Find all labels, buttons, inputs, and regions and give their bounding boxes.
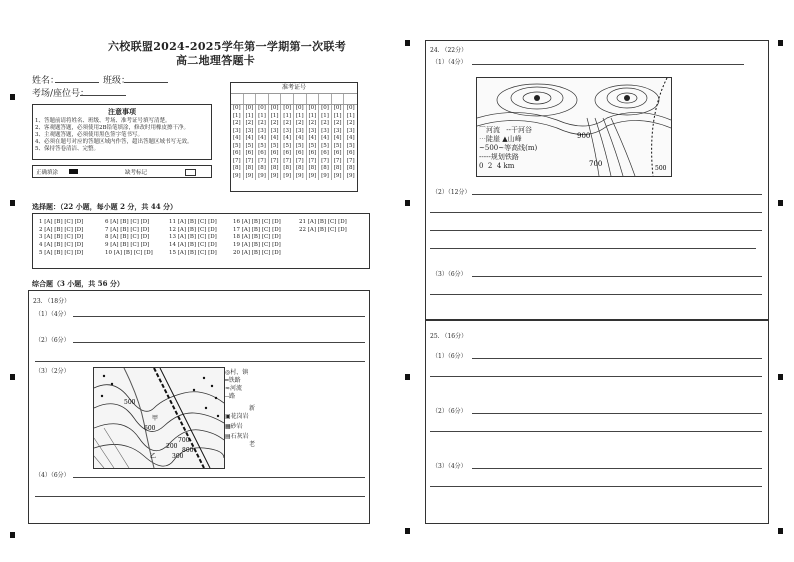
choice-question-row[interactable]: 14 [A] [B] [C] [D] — [169, 242, 217, 249]
q24-part2-answer-line[interactable] — [430, 248, 756, 249]
answer-sheet-title: 高二地理答题卡 — [176, 54, 256, 67]
q24-part3-label: （3）（6分） — [432, 271, 467, 278]
q23-part1-answer-line[interactable] — [73, 316, 365, 317]
exam-digit-bubble[interactable]: [6] — [294, 150, 307, 158]
exam-digit-bubble[interactable]: [2] — [319, 120, 332, 128]
q23-part4-label: （4）（6分） — [35, 472, 70, 479]
legend-railway: ━铁路 — [225, 377, 241, 384]
choice-question-row[interactable]: 7 [A] [B] [C] [D] — [105, 226, 150, 233]
exam-digit-bubble[interactable]: [5] — [281, 143, 294, 151]
exam-room-label: 考场/座位号： — [32, 89, 90, 99]
class-field[interactable] — [124, 82, 168, 83]
exam-digit-bubble[interactable]: [7] — [319, 158, 332, 166]
registration-mark — [405, 374, 410, 380]
exam-digit-bubble[interactable]: [1] — [281, 113, 294, 121]
exam-digit-bubble[interactable]: [5] — [319, 143, 332, 151]
q25-part2-label: （2）（6分） — [432, 408, 467, 415]
notice-item: 2、客观题答题，必须使用2B铅笔填涂，修改时用橡皮擦干净。 — [35, 125, 190, 131]
exam-digit-bubble[interactable]: [3] — [346, 127, 355, 134]
exam-digit-bubble[interactable]: [7] — [269, 158, 282, 166]
absent-bubble-icon[interactable] — [185, 169, 196, 176]
contour-label-600: 600 — [144, 425, 156, 432]
exam-digit-bubble[interactable]: [3] — [307, 128, 320, 136]
exam-digit-bubble[interactable]: [2] — [332, 120, 345, 128]
exam-number-bubbles[interactable] — [231, 105, 357, 180]
point-yi: 乙 — [150, 453, 157, 460]
notice-item: 5、保持答卷清洁、完整。 — [35, 146, 100, 152]
q24-legend — [479, 126, 537, 171]
q24-part2-label: （2）（12分） — [432, 189, 471, 196]
choice-box — [32, 213, 370, 269]
contour-label-300: 300 — [172, 453, 184, 460]
legend-limestone: ▤石灰岩 — [225, 433, 249, 440]
exam-digit-bubble[interactable]: [0] — [244, 105, 257, 113]
contour-label-500: 500 — [655, 165, 667, 172]
choice-question-row[interactable]: 17 [A] [B] [C] [D] — [233, 226, 281, 233]
exam-digit-bubble[interactable]: [4] — [256, 135, 269, 143]
exam-digit-bubble[interactable]: [4] — [294, 135, 307, 143]
exam-digit-bubble[interactable]: [7] — [256, 158, 269, 166]
q23-geologic-map — [93, 367, 225, 469]
point-jia: 甲 — [152, 415, 159, 422]
exam-digit-bubble[interactable]: [8] — [231, 165, 244, 173]
registration-mark — [405, 528, 410, 534]
contour-label-200: 200 — [166, 443, 178, 450]
exam-digit-bubble[interactable]: [7] — [231, 158, 244, 166]
legend-planned-railway: -----规划铁路 — [479, 153, 519, 161]
exam-digit-bubble[interactable]: [0] — [281, 105, 294, 113]
exam-digit-bubble[interactable]: [4] — [332, 135, 345, 143]
exam-digit-bubble[interactable]: [8] — [294, 165, 307, 173]
exam-digit-bubble[interactable]: [2] — [294, 120, 307, 128]
q24-part2-answer-line[interactable] — [430, 230, 762, 231]
q24-part1-answer-line[interactable] — [472, 64, 744, 65]
exam-digit-bubble[interactable]: [9] — [281, 173, 294, 181]
name-label: 姓名： — [32, 76, 60, 86]
exam-digit-bubble[interactable]: [2] — [307, 120, 320, 128]
exam-digit-bubble[interactable]: [5] — [332, 143, 345, 151]
exam-digit-bubble[interactable]: [9] — [269, 173, 282, 181]
exam-digit-bubble[interactable]: [5] — [244, 143, 257, 151]
q23-part3-label: （3）（2分） — [35, 368, 70, 375]
exam-digit-bubble[interactable]: [0] — [346, 105, 355, 111]
legend-new: 新 — [249, 405, 256, 412]
exam-digit-bubble[interactable]: [6] — [307, 150, 320, 158]
notice-title: 注意事项 — [108, 107, 136, 116]
contour-label-800: 800 — [182, 447, 194, 454]
exam-digit-bubble[interactable]: [2] — [346, 120, 355, 126]
exam-digit-bubble[interactable]: [5] — [307, 143, 320, 151]
exam-digit-bubble[interactable]: [6] — [319, 150, 332, 158]
exam-digit-bubble[interactable]: [3] — [332, 128, 345, 136]
exam-digit-bubble[interactable]: [1] — [319, 113, 332, 121]
exam-title: 六校联盟2024-2025学年第一学期第一次联考 — [108, 40, 346, 53]
exam-digit-bubble[interactable]: [4] — [244, 135, 257, 143]
choice-question-row[interactable]: 11 [A] [B] [C] [D] — [169, 219, 217, 225]
exam-digit-bubble[interactable]: [6] — [269, 150, 282, 158]
q25-part1-answer-line[interactable] — [472, 358, 762, 359]
exam-number-box — [230, 82, 358, 192]
exam-digit-bubble[interactable]: [8] — [332, 165, 345, 173]
legend-road: --路 — [225, 393, 236, 400]
legend-cliff: ⋯陡崖 ▲山峰 — [479, 135, 522, 143]
exam-number-label: 准考证号 — [231, 83, 357, 94]
exam-digit-bubble[interactable]: [5] — [269, 143, 282, 151]
choice-question-row[interactable]: 10 [A] [B] [C] [D] — [105, 249, 153, 256]
exam-digit-bubble[interactable]: [3] — [269, 128, 282, 136]
legend-old: 老 — [249, 441, 256, 448]
choice-column[interactable] — [169, 219, 217, 258]
exam-digit-bubble[interactable]: [7] — [244, 158, 257, 166]
exam-digit-bubble[interactable]: [0] — [269, 105, 282, 113]
exam-digit-bubble[interactable]: [8] — [269, 165, 282, 173]
exam-digit-bubble[interactable]: [6] — [332, 150, 345, 158]
q24-part2-answer-line[interactable] — [430, 212, 762, 213]
registration-mark — [778, 200, 783, 206]
exam-digit-bubble[interactable]: [6] — [244, 150, 257, 158]
registration-mark — [10, 374, 15, 380]
registration-mark — [10, 94, 15, 100]
exam-digit-bubble[interactable]: [0] — [307, 105, 320, 113]
choice-question-row[interactable]: 6 [A] [B] [C] [D] — [105, 219, 150, 225]
q25-part3-answer-line[interactable] — [472, 468, 762, 469]
exam-digit-bubble[interactable]: [9] — [346, 172, 355, 179]
exam-digit-bubble[interactable]: [3] — [319, 128, 332, 136]
q23-part4-answer-line[interactable] — [73, 477, 365, 478]
choice-question-row[interactable]: 16 [A] [B] [C] [D] — [233, 219, 281, 225]
notice-box — [32, 104, 212, 160]
exam-digit-bubble[interactable]: [4] — [281, 135, 294, 143]
exam-digit-bubble[interactable]: [8] — [307, 165, 320, 173]
choice-question-row[interactable]: 2 [A] [B] [C] [D] — [39, 226, 84, 233]
notice-item: 4、必须在题号对应的答题区域内作答，超出答题区域书写无效。 — [35, 139, 193, 145]
exam-digit-bubble[interactable]: [9] — [307, 173, 320, 181]
exam-digit-bubble[interactable]: [7] — [307, 158, 320, 166]
q25-title: 25. （16分） — [430, 333, 468, 340]
exam-digit-bubble[interactable]: [3] — [281, 128, 294, 136]
exam-room-field[interactable] — [80, 95, 126, 96]
legend-village: ◎村、镇 — [225, 369, 249, 376]
choice-column[interactable] — [299, 219, 347, 234]
exam-digit-bubble[interactable]: [3] — [256, 128, 269, 136]
exam-digit-bubble[interactable]: [0] — [294, 105, 307, 113]
q25-part1-answer-line[interactable] — [430, 376, 762, 377]
contour-label-500: 500 — [124, 399, 136, 406]
registration-mark — [778, 528, 783, 534]
exam-digit-bubble[interactable]: [0] — [332, 105, 345, 113]
choice-question-row[interactable]: 18 [A] [B] [C] [D] — [233, 234, 281, 241]
exam-digit-bubble[interactable]: [9] — [319, 173, 332, 181]
exam-digit-bubble[interactable]: [5] — [346, 142, 355, 149]
contour-label-900: 900 — [577, 132, 591, 140]
exam-digit-bubble[interactable]: [2] — [231, 120, 244, 128]
q25-box — [425, 320, 769, 524]
q24-part2-answer-line[interactable] — [472, 194, 762, 195]
exam-digit-bubble[interactable]: [4] — [319, 135, 332, 143]
choice-question-row[interactable]: 20 [A] [B] [C] [D] — [233, 249, 281, 256]
registration-mark — [10, 532, 15, 538]
q24-box — [425, 40, 769, 320]
q24-part3-answer-line[interactable] — [430, 294, 762, 295]
fill-example-box — [32, 165, 212, 178]
exam-digit-bubble[interactable]: [4] — [307, 135, 320, 143]
exam-digit-bubble[interactable]: [6] — [256, 150, 269, 158]
exam-number-write-row[interactable] — [231, 94, 357, 105]
exam-digit-bubble[interactable]: [1] — [307, 113, 320, 121]
registration-mark — [10, 200, 15, 206]
legend-sandstone: ▦砂岩 — [225, 423, 243, 430]
choice-question-row[interactable]: 8 [A] [B] [C] [D] — [105, 234, 150, 241]
exam-digit-bubble[interactable]: [9] — [332, 173, 345, 181]
choice-question-row[interactable]: 22 [A] [B] [C] [D] — [299, 226, 347, 233]
exam-digit-bubble[interactable]: [4] — [269, 135, 282, 143]
choice-column[interactable] — [105, 219, 153, 258]
exam-digit-bubble[interactable]: [1] — [346, 112, 355, 119]
exam-digit-bubble[interactable]: [1] — [294, 113, 307, 121]
legend-contour: ~500~等高线(m) — [479, 144, 538, 152]
q25-part2-answer-line[interactable] — [430, 431, 762, 432]
q25-part3-label: （3）（4分） — [432, 463, 467, 470]
name-field[interactable] — [55, 82, 99, 83]
synthesis-heading: 综合题（3 小题，共 56 分） — [32, 279, 124, 288]
exam-digit-bubble[interactable]: [2] — [256, 120, 269, 128]
q24-title: 24. （22分） — [430, 47, 468, 54]
choice-question-row[interactable]: 21 [A] [B] [C] [D] — [299, 219, 347, 225]
choice-column[interactable] — [233, 219, 281, 258]
exam-digit-bubble[interactable]: [0] — [231, 105, 244, 113]
q25-part2-answer-line[interactable] — [472, 413, 762, 414]
exam-digit-bubble[interactable]: [9] — [294, 173, 307, 181]
exam-digit-bubble[interactable]: [1] — [256, 113, 269, 121]
exam-digit-bubble[interactable]: [4] — [231, 135, 244, 143]
exam-digit-bubble[interactable]: [7] — [332, 158, 345, 166]
legend-granite: ▣花岗岩 — [225, 413, 249, 420]
exam-digit-bubble[interactable]: [5] — [294, 143, 307, 151]
q24-topographic-map — [476, 77, 672, 177]
q23-box — [28, 290, 370, 524]
choice-question-row[interactable]: 19 [A] [B] [C] [D] — [233, 242, 281, 249]
choice-question-row[interactable]: 3 [A] [B] [C] [D] — [39, 234, 84, 241]
q23-part2-answer-line[interactable] — [35, 361, 365, 362]
exam-digit-bubble[interactable]: [1] — [231, 113, 244, 121]
q23-part1-label: （1）（4分） — [35, 311, 70, 318]
exam-digit-bubble[interactable]: [9] — [256, 173, 269, 181]
registration-mark — [778, 40, 783, 46]
registration-mark — [405, 40, 410, 46]
legend-river: ⌒河流 --干河谷 — [479, 126, 532, 134]
exam-digit-bubble[interactable]: [0] — [256, 105, 269, 113]
q25-part3-answer-line[interactable] — [430, 486, 762, 487]
q23-part2-label: （2）（6分） — [35, 337, 70, 344]
exam-digit-bubble[interactable]: [8] — [319, 165, 332, 173]
scale-bar: 0 2 4 km — [479, 162, 515, 170]
exam-digit-bubble[interactable]: [3] — [231, 128, 244, 136]
exam-digit-bubble[interactable]: [9] — [244, 173, 257, 181]
q24-part1-label: （1）（4分） — [432, 59, 467, 66]
exam-digit-bubble[interactable]: [6] — [231, 150, 244, 158]
exam-digit-bubble[interactable]: [1] — [269, 113, 282, 121]
exam-digit-bubble[interactable]: [5] — [231, 143, 244, 151]
choice-column[interactable] — [39, 219, 83, 258]
exam-digit-bubble[interactable]: [7] — [294, 158, 307, 166]
choice-heading: 选择题：（22 小题，每小题 2 分，共 44 分） — [32, 202, 178, 211]
choice-question-row[interactable]: 13 [A] [B] [C] [D] — [169, 234, 217, 241]
correct-fill-label: 正确填涂 — [36, 170, 59, 176]
exam-digit-bubble[interactable]: [8] — [244, 165, 257, 173]
choice-question-row[interactable]: 4 [A] [B] [C] [D] — [39, 242, 84, 249]
notice-item: 3、主观题答题，必须使用黑色签字笔书写。 — [35, 132, 144, 138]
absent-mark-label: 缺考标记 — [125, 170, 148, 176]
choice-question-row[interactable]: 5 [A] [B] [C] [D] — [39, 249, 84, 256]
exam-digit-bubble[interactable]: [6] — [281, 150, 294, 158]
exam-digit-bubble[interactable]: [3] — [294, 128, 307, 136]
exam-digit-bubble[interactable]: [7] — [346, 157, 355, 164]
class-label: 班级： — [103, 76, 131, 86]
exam-digit-bubble[interactable]: [2] — [269, 120, 282, 128]
exam-digit-bubble[interactable]: [2] — [244, 120, 257, 128]
exam-digit-bubble[interactable]: [1] — [244, 113, 257, 121]
exam-digit-bubble[interactable]: [3] — [244, 128, 257, 136]
exam-digit-bubble[interactable]: [0] — [319, 105, 332, 113]
exam-digit-bubble[interactable]: [4] — [346, 135, 355, 141]
exam-digit-bubble[interactable]: [8] — [346, 165, 355, 171]
q23-title: 23. （18分） — [33, 298, 71, 305]
exam-digit-bubble[interactable]: [1] — [332, 113, 345, 121]
q23-part2-answer-line[interactable] — [73, 342, 365, 343]
exam-digit-bubble[interactable]: [5] — [256, 143, 269, 151]
legend-river: ≈河流 — [225, 385, 243, 392]
exam-digit-bubble[interactable]: [9] — [231, 173, 244, 181]
exam-digit-bubble[interactable]: [8] — [281, 165, 294, 173]
contour-map-graphic — [94, 368, 224, 468]
choice-question-row[interactable]: 12 [A] [B] [C] [D] — [169, 226, 217, 233]
exam-digit-bubble[interactable]: [7] — [281, 158, 294, 166]
exam-digit-bubble[interactable]: [6] — [346, 150, 355, 156]
contour-label-700: 700 — [178, 437, 190, 444]
choice-question-row[interactable]: 9 [A] [B] [C] [D] — [105, 242, 150, 249]
q23-legend — [225, 369, 255, 449]
q24-part3-answer-line[interactable] — [472, 276, 762, 277]
registration-mark — [405, 200, 410, 206]
choice-question-row[interactable]: 15 [A] [B] [C] [D] — [169, 249, 217, 256]
choice-question-row[interactable]: 1 [A] [B] [C] [D] — [39, 219, 84, 225]
q23-part4-answer-line[interactable] — [35, 496, 365, 497]
registration-mark — [778, 374, 783, 380]
contour-label-700: 700 — [589, 160, 603, 168]
exam-digit-bubble[interactable]: [8] — [256, 165, 269, 173]
notice-item: 1、答题前请将姓名、班级、考场、准考证号填写清楚。 — [35, 118, 171, 124]
q25-part1-label: （1）（6分） — [432, 353, 467, 360]
exam-digit-bubble[interactable]: [2] — [281, 120, 294, 128]
filled-bubble-icon — [69, 169, 78, 174]
